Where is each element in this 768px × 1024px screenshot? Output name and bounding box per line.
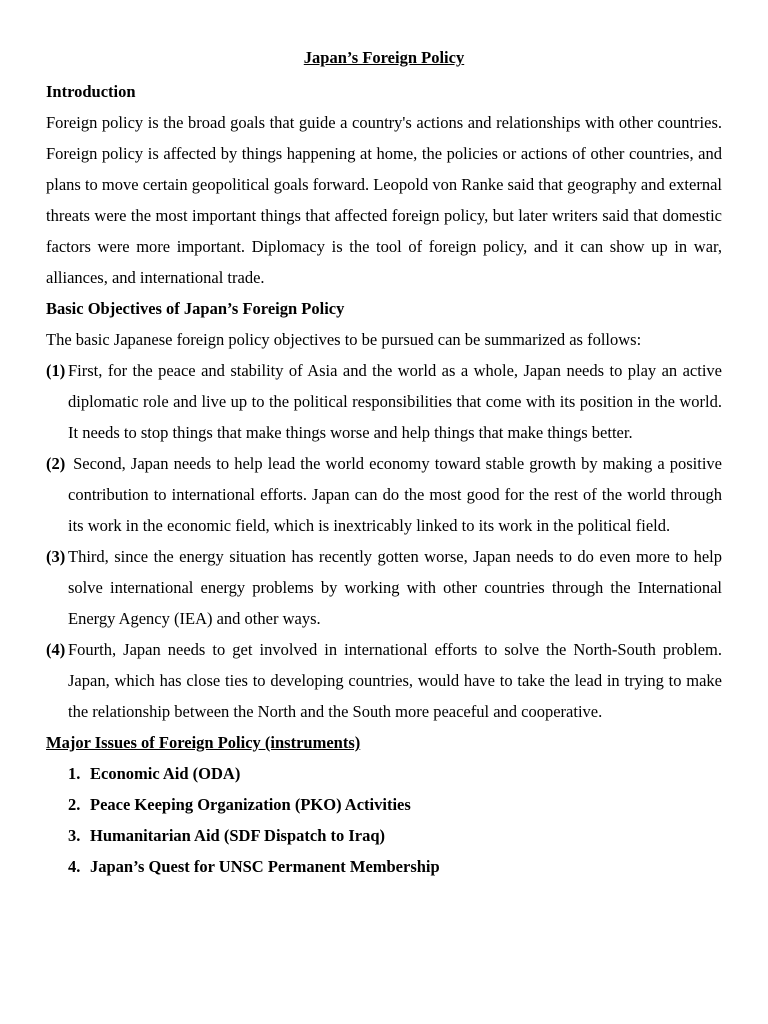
objective-number: (2)	[46, 454, 66, 473]
objective-item	[46, 634, 722, 727]
issue-text: Peace Keeping Organization (PKO) Activities	[90, 795, 411, 814]
objective-item	[46, 355, 722, 448]
objective-text: Third, since the energy situation has recently gotten worse, Japan needs to do even more to help solve international energy problems by working with other countries through the International Energy Agency (IEA) and other ways.	[68, 547, 722, 628]
objective-number: (4)	[46, 640, 66, 659]
objective-text: First, for the peace and stability of Asia and the world as a whole, Japan needs to play an active diplomatic role and live up to the political responsibilities that come with its position in the world. It needs to stop things that make things worse and help things that make things better.	[68, 361, 722, 442]
issue-item	[68, 758, 722, 789]
document-title: Japan’s Foreign Policy	[303, 48, 465, 67]
objectives-intro: The basic Japanese foreign policy objectives to be pursued can be summarized as follows:	[46, 330, 642, 349]
issue-number: 4.	[68, 857, 81, 876]
objective-text: Fourth, Japan needs to get involved in international efforts to solve the North-South problem. Japan, which has close ties to developing countries, would have to take the lead in trying to make the relationship between the North and the South more peaceful and cooperative.	[68, 640, 722, 721]
issue-number: 1.	[68, 764, 81, 783]
issue-item	[68, 851, 722, 882]
objective-number: (1)	[46, 361, 66, 380]
issue-item	[68, 789, 722, 820]
issues-list	[46, 758, 722, 882]
objectives-list	[46, 355, 722, 727]
objective-item	[46, 541, 722, 634]
objectives-heading: Basic Objectives of Japan’s Foreign Policy	[46, 299, 345, 318]
issue-number: 3.	[68, 826, 81, 845]
issue-text: Humanitarian Aid (SDF Dispatch to Iraq)	[90, 826, 386, 845]
objective-item	[46, 448, 722, 541]
objective-text: Second, Japan needs to help lead the world economy toward stable growth by making a positive contribution to international efforts. Japan can do the most good for the rest of the world through its work in the economic field, which is inextricably linked to its work in the political field.	[68, 454, 722, 535]
issues-heading: Major Issues of Foreign Policy (instruments)	[46, 733, 361, 752]
issue-text: Japan’s Quest for UNSC Permanent Membership	[90, 857, 440, 876]
introduction-heading: Introduction	[46, 82, 136, 101]
issue-number: 2.	[68, 795, 81, 814]
introduction-paragraph: Foreign policy is the broad goals that guide a country's actions and relationships with other countries. Foreign policy is affected by things happening at home, the policies or actions of other countries, and plans to move certain geopolitical goals forward. Leopold von Ranke said that geography and external threats were the most important things that affected foreign policy, but later writers said that domestic factors were more important. Diplomacy is the tool of foreign policy, and it can show up in war, alliances, and international trade.	[46, 113, 722, 287]
issue-item	[68, 820, 722, 851]
objective-number: (3)	[46, 547, 66, 566]
issue-text: Economic Aid (ODA)	[90, 764, 241, 783]
